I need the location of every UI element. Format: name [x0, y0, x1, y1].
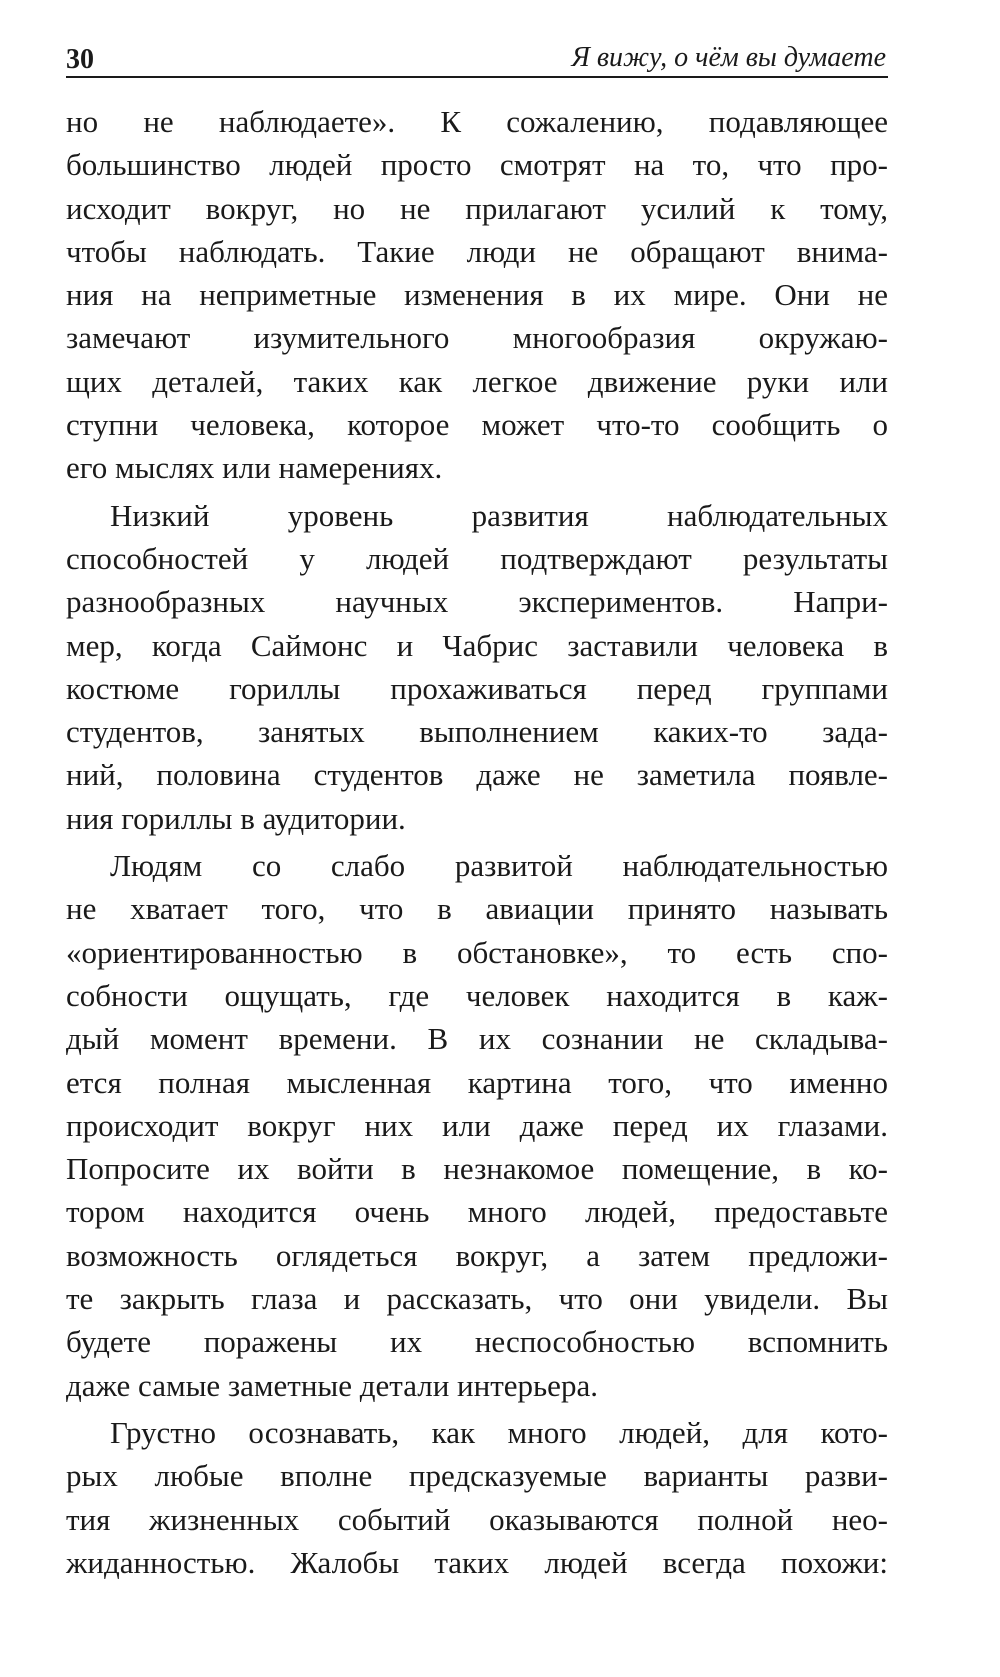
- text-line: ступни человека, которое может что-то сообщить о: [66, 407, 888, 443]
- text-line: мер, когда Саймонс и Чабрис заставили человека в: [66, 627, 888, 663]
- text-line: даже самые заметные детали интерьера.: [66, 1367, 598, 1403]
- paragraph-4: [66, 1411, 888, 1584]
- paragraph-1: [66, 100, 888, 490]
- text-line: Грустно осознавать, как много людей, для кото-: [110, 1414, 888, 1450]
- text-line: замечают изумительного многообразия окружаю-: [66, 320, 888, 356]
- text-line: не хватает того, что в авиации принято называть: [66, 891, 888, 927]
- text-line: ний, половина студентов даже не заметила появле-: [66, 757, 888, 793]
- paragraph-3: [66, 844, 888, 1407]
- text-line: рых любые вполне предсказуемые варианты разви-: [66, 1458, 888, 1494]
- text-line: студентов, занятых выполнением каких-то зада-: [66, 714, 888, 750]
- text-line: происходит вокруг них или даже перед их глазами.: [66, 1107, 888, 1143]
- body-text: [66, 100, 888, 1588]
- page-number: 30: [66, 44, 94, 75]
- text-line: исходит вокруг, но не прилагают усилий к тому,: [66, 190, 888, 226]
- text-line: ния гориллы в аудитории.: [66, 800, 406, 836]
- text-line: разнообразных научных экспериментов. Напри-: [66, 584, 888, 620]
- text-line: собности ощущать, где человек находится в каж-: [66, 977, 888, 1013]
- paragraph-2: [66, 494, 888, 840]
- text-line: будете поражены их неспособностью вспомнить: [66, 1324, 888, 1360]
- text-line: Попросите их войти в незнакомое помещение, в ко-: [66, 1151, 888, 1187]
- running-title: Я вижу, о чём вы думаете: [571, 42, 886, 73]
- text-line: большинство людей просто смотрят на то, что про-: [66, 147, 888, 183]
- text-line: тором находится очень много людей, предоставьте: [66, 1194, 888, 1230]
- text-line: способностей у людей подтверждают результаты: [66, 540, 888, 576]
- text-line: но не наблюдаете». К сожалению, подавляющее: [66, 104, 888, 139]
- text-line: «ориентированностью в обстановке», то есть спо-: [66, 934, 888, 970]
- text-line: Низкий уровень развития наблюдательных: [110, 497, 888, 533]
- page-header: [66, 40, 888, 78]
- text-line: тия жизненных событий оказываются полной нео-: [66, 1501, 888, 1537]
- text-line: костюме гориллы прохаживаться перед группами: [66, 670, 888, 706]
- text-line: ния на неприметные изменения в их мире. Они не: [66, 277, 888, 313]
- text-line: ется полная мысленная картина того, что именно: [66, 1064, 888, 1100]
- text-line: чтобы наблюдать. Такие люди не обращают внима-: [66, 233, 888, 269]
- text-line: Людям со слабо развитой наблюдательностью: [110, 848, 888, 884]
- text-line: возможность оглядеться вокруг, а затем предложи-: [66, 1237, 888, 1273]
- text-line: жиданностью. Жалобы таких людей всегда похожи:: [66, 1544, 888, 1580]
- text-line: щих деталей, таких как легкое движение руки или: [66, 363, 888, 399]
- text-line: дый момент времени. В их сознании не складыва-: [66, 1021, 888, 1057]
- text-line: его мыслях или намерениях.: [66, 450, 443, 486]
- text-line: те закрыть глаза и рассказать, что они увидели. Вы: [66, 1281, 888, 1317]
